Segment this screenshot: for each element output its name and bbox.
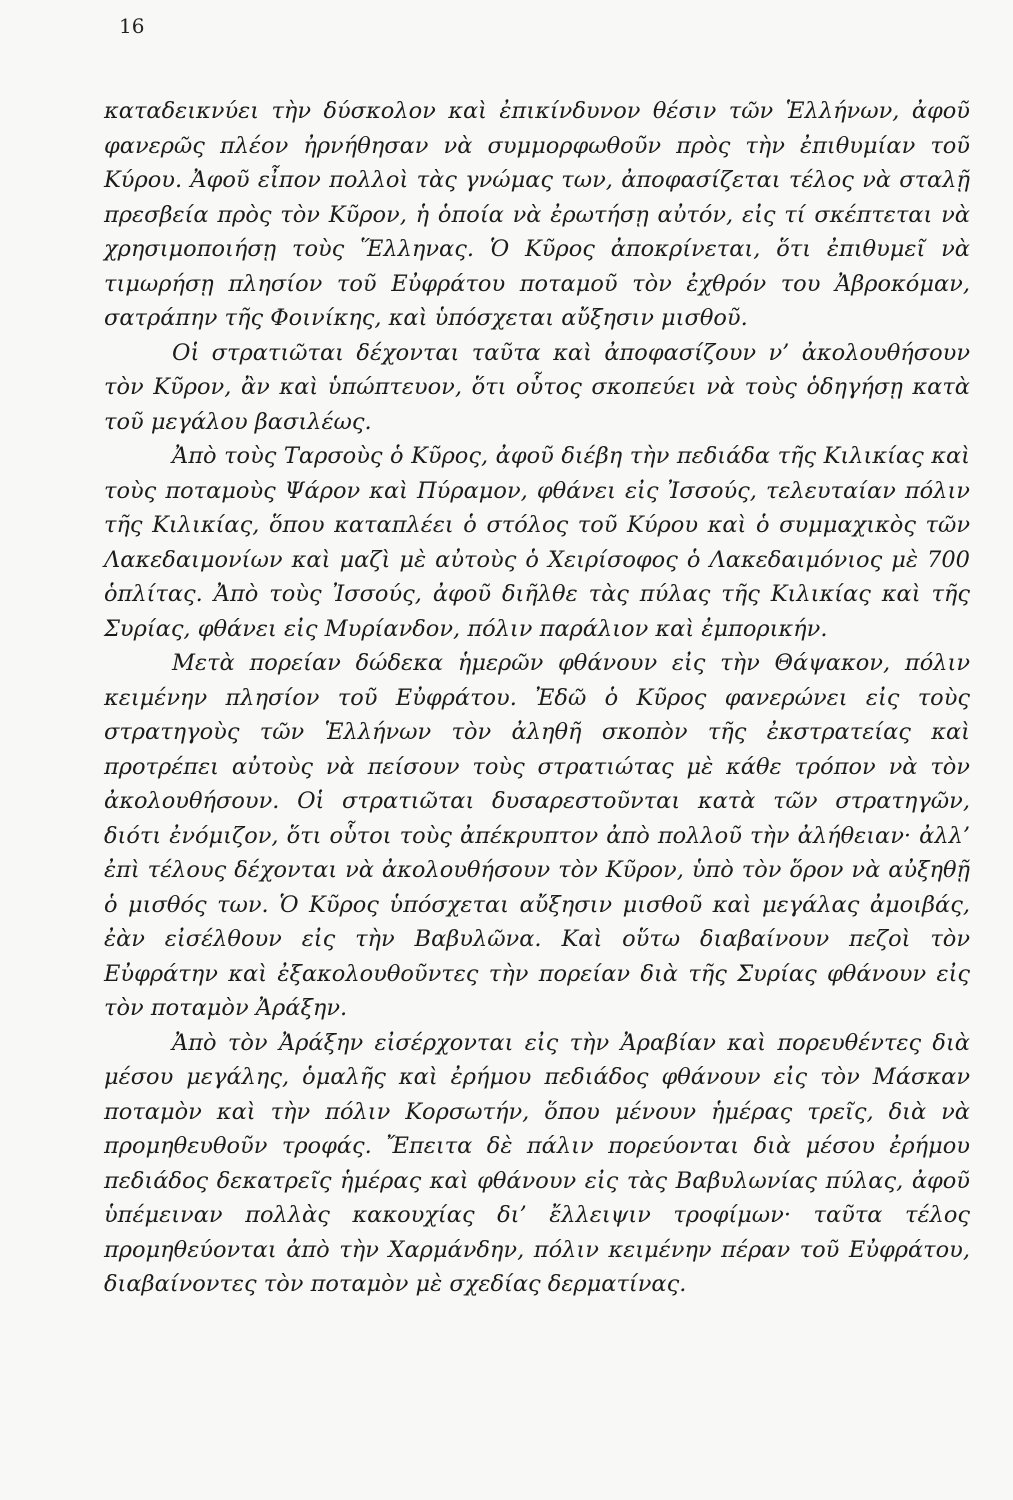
text-body xyxy=(104,94,970,1302)
paragraph-3: Ἀπὸ τοὺς Ταρσοὺς ὁ Κῦρος, ἀφοῦ διέβη τὴν πεδιάδα τῆς Κιλικίας καὶ τοὺς ποταμοὺς Ψάρον καὶ Πύραμον, φθάνει εἰς Ἰσσούς, τελευταίαν πόλιν τῆς Κιλικίας, ὅπου καταπλέει ὁ στόλος τοῦ Κύρου καὶ ὁ συμμαχικὸς τῶν Λακεδαιμονίων καὶ μαζὶ μὲ αὐτοὺς ὁ Χειρίσοφος ὁ Λακεδαιμόνιος μὲ 700 ὁπλίτας. Ἀπὸ τοὺς Ἰσσούς, ἀφοῦ διῆλθε τὰς πύλας τῆς Κιλικίας καὶ τῆς Συρίας, φθάνει εἰς Μυρίανδον, πόλιν παράλιον καὶ ἐμπορικήν. xyxy=(104,443,970,642)
paragraph-4: Μετὰ πορείαν δώδεκα ἡμερῶν φθάνουν εἰς τὴν Θάψακον, πόλιν κειμένην πλησίον τοῦ Εὐφράτου. Ἐδῶ ὁ Κῦρος φανερώνει εἰς τοὺς στρατηγοὺς τῶν Ἑλλήνων τὸν ἀληθῆ σκοπὸν τῆς ἐκστρατείας καὶ προτρέπει αὐτοὺς νὰ πείσουν τοὺς στρατιώτας μὲ κάθε τρόπον νὰ τὸν ἀκολουθήσουν. Οἱ στρατιῶται δυσαρεστοῦνται κατὰ τῶν στρατηγῶν, διότι ἐνόμιζον, ὅτι οὗτοι τοὺς ἀπέκρυπτον ἀπὸ πολλοῦ τὴν ἀλήθειαν· ἀλλ’ ἐπὶ τέλους δέχονται νὰ ἀκολουθήσουν τὸν Κῦρον, ὑπὸ τὸν ὅρον νὰ αὐξηθῇ ὁ μισθός των. Ὁ Κῦρος ὑπόσχεται αὔξησιν μισθοῦ καὶ μεγάλας ἀμοιβάς, ἐὰν εἰσέλθουν εἰς τὴν Βαβυλῶνα. Καὶ οὕτω διαβαίνουν πεζοὶ τὸν Εὐφράτην καὶ ἐξακολουθοῦντες τὴν πορείαν διὰ τῆς Συρίας φθάνουν εἰς τὸν ποταμὸν Ἀράξην. xyxy=(104,650,970,1021)
paragraph-5: Ἀπὸ τὸν Ἀράξην εἰσέρχονται εἰς τὴν Ἀραβίαν καὶ πορευθέντες διὰ μέσου μεγάλης, ὁμαλῆς καὶ ἐρήμου πεδιάδος φθάνουν εἰς τὸν Μάσκαν ποταμὸν καὶ τὴν πόλιν Κορσωτήν, ὅπου μένουν ἡμέρας τρεῖς, διὰ νὰ προμηθευθοῦν τροφάς. Ἔπειτα δὲ πάλιν πορεύονται διὰ μέσου ἐρήμου πεδιάδος δεκατρεῖς ἡμέρας καὶ φθάνουν εἰς τὰς Βαβυλωνίας πύλας, ἀφοῦ ὑπέμειναν πολλὰς κακουχίας δι’ ἔλλειψιν τροφίμων· ταῦτα τέλος προμηθεύονται ἀπὸ τὴν Χαρμάνδην, πόλιν κειμένην πέραν τοῦ Εὐφράτου, διαβαίνοντες τὸν ποταμὸν μὲ σχεδίας δερματίνας. xyxy=(104,1029,970,1297)
paragraph-2: Οἱ στρατιῶται δέχονται ταῦτα καὶ ἀποφασίζουν ν’ ἀκολουθήσουν τὸν Κῦρον, ἂν καὶ ὑπώπτευον, ὅτι οὗτος σκοπεύει νὰ τοὺς ὁδηγήσῃ κατὰ τοῦ μεγάλου βασιλέως. xyxy=(104,339,970,435)
page-number: 16 xyxy=(119,14,145,38)
paragraph-1: καταδεικνύει τὴν δύσκολον καὶ ἐπικίνδυνον θέσιν τῶν Ἑλλήνων, ἀφοῦ φανερῶς πλέον ἠρνήθησαν νὰ συμμορφωθοῦν πρὸς τὴν ἐπιθυμίαν τοῦ Κύρου. Ἀφοῦ εἶπον πολλοὶ τὰς γνώμας των, ἀποφασίζεται τέλος νὰ σταλῇ πρεσβεία πρὸς τὸν Κῦρον, ἡ ὁποία νὰ ἐρωτήσῃ αὐτόν, εἰς τί σκέπτεται νὰ χρησιμοποιήσῃ τοὺς Ἕλληνας. Ὁ Κῦρος ἀποκρίνεται, ὅτι ἐπιθυμεῖ νὰ τιμωρήσῃ πλησίον τοῦ Εὐφράτου ποταμοῦ τὸν ἐχθρόν του Ἀβροκόμαν, σατράπην τῆς Φοινίκης, καὶ ὑπόσχεται αὔξησιν μισθοῦ. xyxy=(104,98,970,331)
